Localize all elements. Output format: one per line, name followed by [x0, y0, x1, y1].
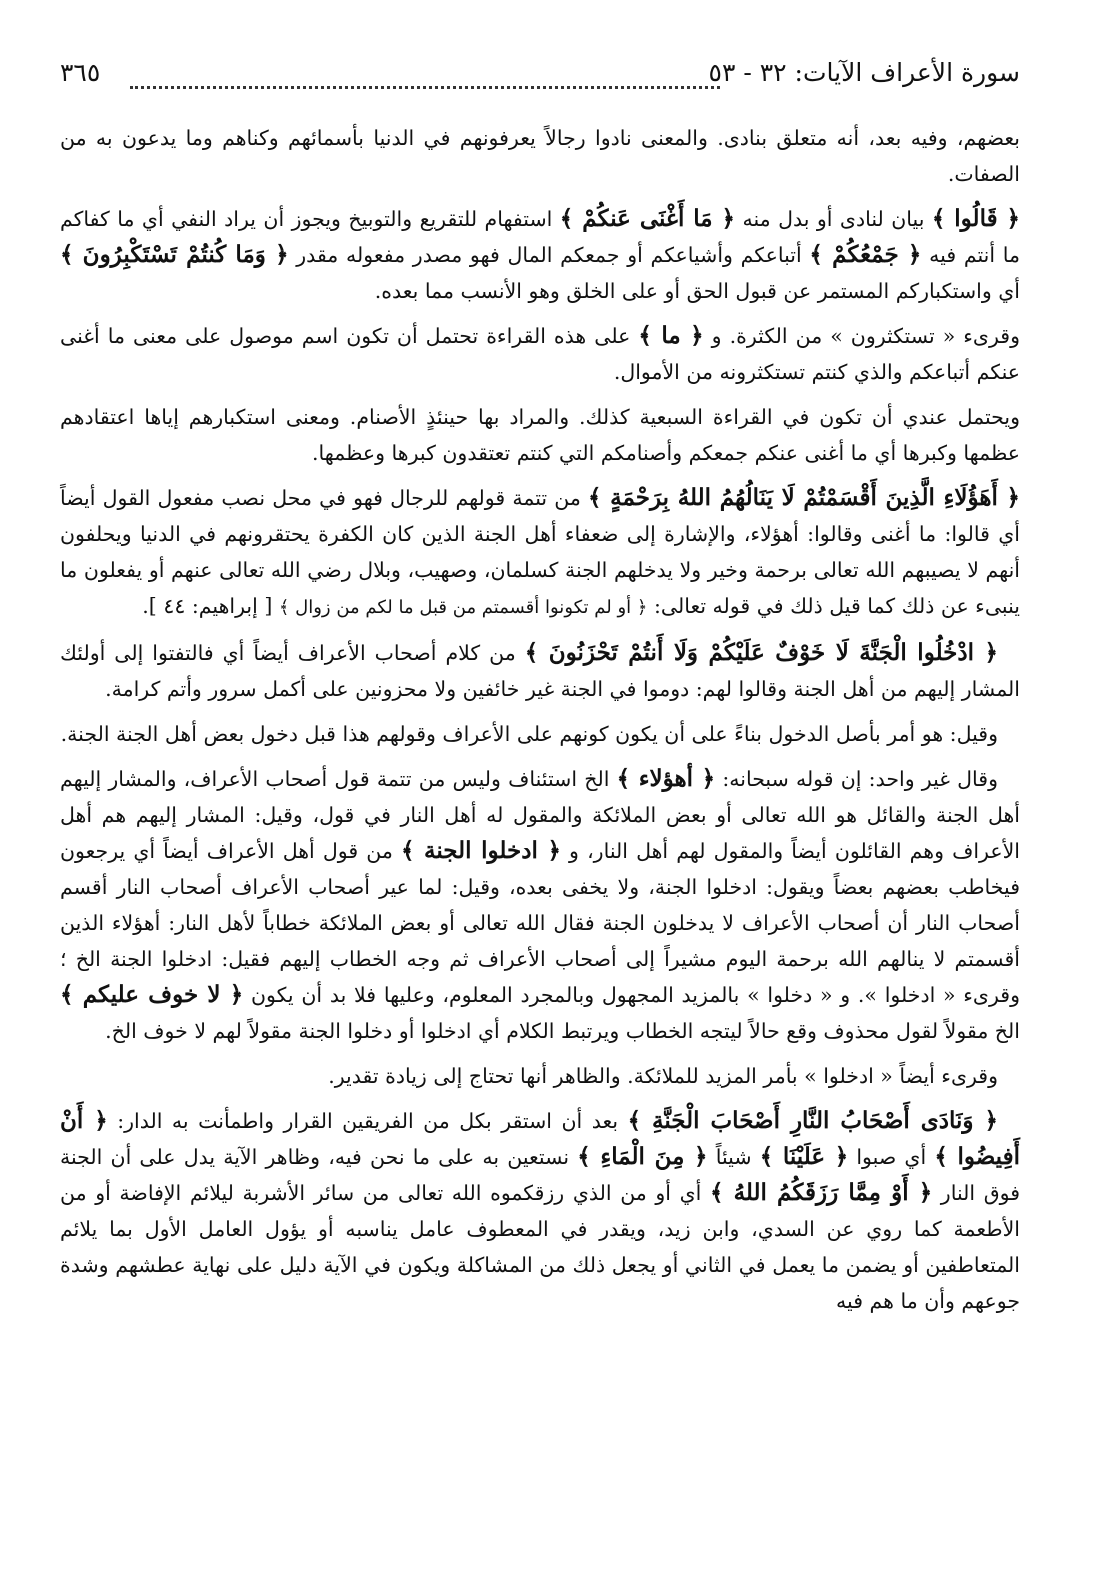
commentary-text: وقرىء « تستكثرون » من الكثرة. و [703, 324, 1020, 348]
header-dotted-leader [130, 86, 720, 89]
quran-quote: ﴿ ادخلوا الجنة ﴾ [400, 837, 561, 864]
quran-quote: ﴿ أَنْ أَفِيضُوا ﴾ [60, 1107, 1020, 1170]
quran-quote: ﴿ ما ﴾ [638, 322, 704, 349]
commentary-text: وقيل: هو أمر بأصل الدخول بناءً على أن يكون كونهم على الأعراف وقولهم هذا قبل دخول بعض أهل الجنة الجنة. [60, 722, 998, 746]
paragraph-9 [60, 1058, 1020, 1094]
commentary-text: أي صبوا [848, 1145, 935, 1169]
commentary-text: من تتمة قولهم للرجال فهو في محل نصب مفعول القول أيضاً أي قالوا: ما أغنى وقالوا: أهؤلاء، والإشارة إلى ضعفاء أهل الجنة الذين كان الكفرة يحتقرونهم في الدنيا ويحلفون أنهم لا يصيبهم الله تعالى برحمة وخير ولا يدخلهم الجنة كسلمان، وصهيب، وبلال رضي الله تعالى عنهم أو يفعلون ما ينبىء عن ذلك كما قيل ذلك في قوله تعالى: [60, 486, 1020, 618]
quran-quote: ﴿ وَنَادَى أَصْحَابُ النَّارِ أَصْحَابَ الْجَنَّةِ ﴾ [627, 1107, 998, 1134]
quran-quote: ﴿ أَوْ مِمَّا رَزَقَكُمُ اللهُ ﴾ [709, 1179, 933, 1206]
paragraph-8 [60, 761, 1020, 1049]
page-number: ٣٦٥ [60, 58, 101, 87]
commentary-text: ويحتمل عندي أن تكون في القراءة السبعية كذلك. والمراد بها حينئذٍ الأصنام. ومعنى استكبارهم إياها اعتقادهم عظمها وكبرها أي ما أغنى عنكم جمعكم وأصنامكم التي كنتم تعتقدون كبرها وعظمها. [60, 405, 1020, 465]
quran-quote: ﴿ مَا أَغْنَى عَنكُمْ ﴾ [559, 205, 736, 232]
commentary-text: وقال غير واحد: إن قوله سبحانه: [715, 767, 998, 791]
commentary-text: بعد أن استقر بكل من الفريقين القرار واطمأنت به الدار: [107, 1109, 628, 1133]
paragraph-10 [60, 1103, 1020, 1319]
commentary-text: نستعين به على ما نحن فيه، وظاهر الآية يدل على أن الجنة فوق النار [60, 1145, 1020, 1205]
quran-quote: ﴿ عَلَيْنَا ﴾ [759, 1143, 849, 1170]
paragraph-1 [60, 120, 1020, 192]
commentary-text: على هذه القراءة تحتمل أن تكون اسم موصول على معنى ما أغنى عنكم أتباعكم والذي كنتم تستكثرونه من الأموال. [60, 324, 1020, 384]
commentary-text: بيان لنادى أو بدل منه [735, 207, 932, 231]
quran-quote: ﴿ لا خوف عليكم ﴾ [60, 981, 244, 1008]
paragraph-3 [60, 318, 1020, 390]
quran-quote: ﴿ مِنَ الْمَاءِ ﴾ [577, 1143, 708, 1170]
commentary-text: استفهام للتقريع والتوبيخ ويجوز أن يراد النفي أي ما كفاكم ما أنتم فيه [60, 207, 1021, 267]
paragraph-4 [60, 399, 1020, 471]
commentary-text: من كلام أصحاب الأعراف أيضاً أي فالتفتوا إلى أولئك المشار إليهم من أهل الجنة وقالوا لهم: دوموا في الجنة غير خائفين ولا محزونين على أكمل سرور وأتم كرامة. [60, 641, 1020, 701]
quran-quote: ﴿ ادْخُلُوا الْجَنَّةَ لَا خَوْفٌ عَلَيْكُمْ وَلَا أَنتُمْ تَحْزَنُونَ ﴾ [524, 639, 998, 666]
surah-title: سورة الأعراف الآيات: ٣٢ - ٥٣ [708, 58, 1020, 87]
quran-quote: ﴿ قَالُوا ﴾ [931, 205, 1020, 232]
paragraph-5 [60, 480, 1020, 626]
quran-quote: ﴿ جَمْعُكُمْ ﴾ [809, 241, 922, 268]
commentary-text: من قول أهل الأعراف أيضاً أي يرجعون فيخاطب بعضهم بعضاً ويقول: ادخلوا الجنة، ولا يخفى بعده، وقيل: لما عير أصحاب الأعراف أصحاب النار أقسم أصحاب النار أن أصحاب الأعراف لا يدخلون الجنة فقال الله تعالى أو بعض الملائكة خطاباً لأهل النار: أهؤلاء الذين أقسمتم لا ينالهم الله برحمة اليوم مشيراً إلى أصحاب الأعراف ثم وجه الخطاب إليهم فقيل: ادخلوا الجنة الخ ؛ وقرىء « ادخلوا ». و « دخلوا » بالمزيد المجهول وبالمجرد المعلوم، وعليها فلا بد أن يكون [60, 839, 1020, 1007]
paragraph-2 [60, 201, 1020, 309]
cited-verse: ﴿ أو لم تكونوا أقسمتم من قبل ما لكم من زوال ﴾ [278, 597, 648, 618]
commentary-text: بعضهم، وفيه بعد، أنه متعلق بنادى. والمعنى نادوا رجالاً يعرفونهم في الدنيا بأسمائهم وكناهم وما يدعون به من الصفات. [60, 126, 1020, 186]
commentary-text: الخ مقولاً لقول محذوف وقع حالاً ليتجه الخطاب ويرتبط الكلام أي ادخلوا أو دخلوا الجنة مقولاً لهم لا خوف الخ. [105, 1019, 1020, 1043]
paragraph-6 [60, 635, 1020, 707]
quran-quote: ﴿ أهؤلاء ﴾ [616, 765, 716, 792]
quran-quote: ﴿ وَمَا كُنتُمْ تَسْتَكْبِرُونَ ﴾ [60, 241, 289, 268]
page-body [60, 120, 1020, 1328]
commentary-text: الخ استئناف وليس من تتمة قول أصحاب الأعراف، والمشار إليهم أهل الجنة والقائل هو الله تعالى أو بعض الملائكة والمقول له أهل النار في قول، وقيل: المشار إليهم هم أهل الأعراف وهم القائلون أيضاً والمقول لهم أهل النار، و [60, 767, 1020, 863]
quran-quote: ﴿ أَهَؤُلَاءِ الَّذِينَ أَقْسَمْتُمْ لَا يَنَالُهُمُ اللهُ بِرَحْمَةٍ ﴾ [588, 484, 1020, 511]
commentary-text: شيئاً [707, 1145, 760, 1169]
commentary-text: [ إبراهيم: ٤٤ ]. [142, 594, 279, 618]
page-header [60, 52, 1020, 96]
paragraph-7 [60, 716, 1020, 752]
commentary-text: أتباعكم وأشياعكم أو جمعكم المال فهو مصدر مفعوله مقدر [288, 243, 810, 267]
commentary-text: وقرىء أيضاً « ادخلوا » بأمر المزيد للملائكة. والظاهر أنها تحتاج إلى زيادة تقدير. [328, 1064, 998, 1088]
document-page [60, 52, 1020, 1552]
commentary-text: أي واستكباركم المستمر عن قبول الحق أو على الخلق وهو الأنسب مما بعده. [374, 279, 1020, 303]
commentary-text: أي أو من الذي رزقكموه الله تعالى من سائر الأشربة ليلائم الإفاضة أو من الأطعمة كما روي عن السدي، وابن زيد، ويقدر في المعطوف عامل يناسبه أو يؤول العامل الأول بما يلائم المتعاطفين أو يضمن ما يعمل في الثاني أو يجعل ذلك من المشاكلة ويكون في الآية دليل على نهاية عطشهم وشدة جوعهم وأن ما هم فيه [60, 1181, 1020, 1313]
